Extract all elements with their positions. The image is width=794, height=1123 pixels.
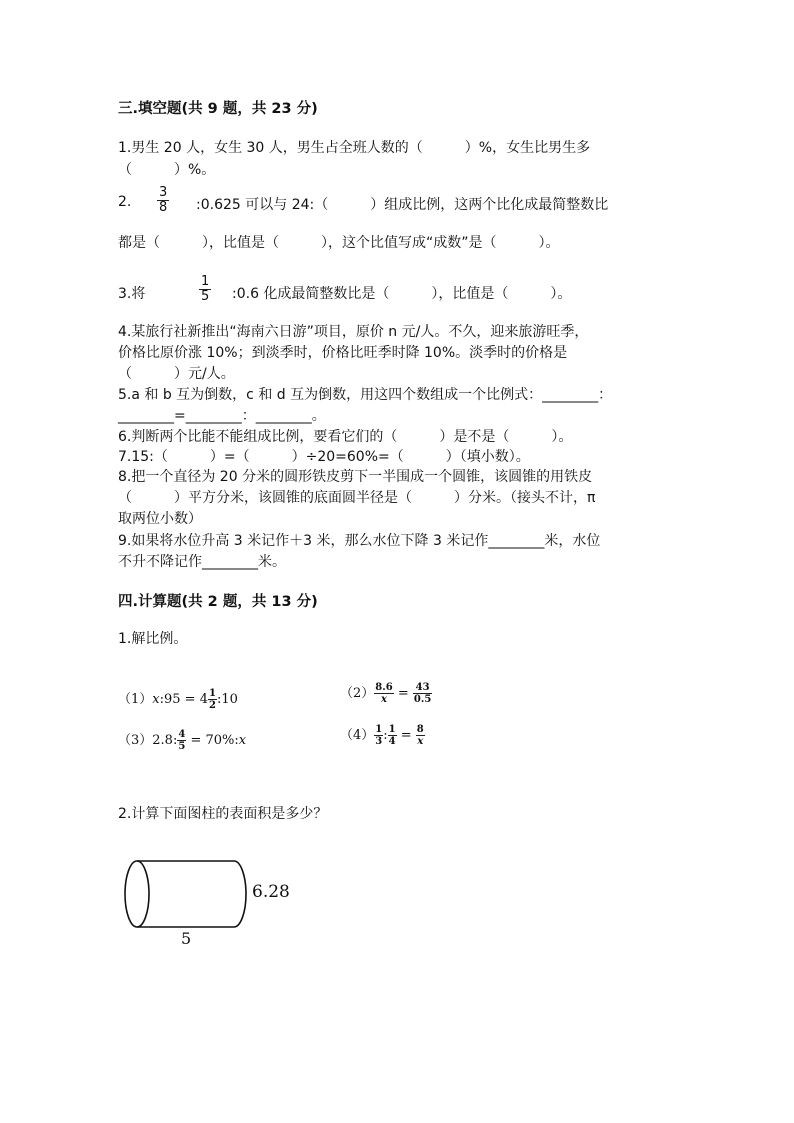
- proportion-4-frac2-den: 4: [388, 736, 396, 747]
- section-4-title: 四.计算题(共 2 题，共 13 分): [118, 594, 318, 610]
- proportion-3: [118, 729, 246, 752]
- proportion-4-eq: =: [400, 728, 412, 743]
- proportion-4-fraction-1: [374, 724, 383, 747]
- q9-line2: 不升不降记作________米。: [118, 554, 286, 570]
- q2-text1: :0.625 可以与 24:（ ）组成比例，这两个比化成最简整数比: [196, 197, 609, 213]
- proportion-4-fraction-2: [388, 724, 397, 747]
- cylinder-figure: [118, 852, 298, 952]
- q9-line1: 9.如果将水位升高 3 米记作＋3 米，那么水位下降 3 米记作________米，水位: [118, 533, 601, 549]
- proportion-2-frac2-den: 0.5: [413, 694, 432, 705]
- proportion-1-frac-num: 1: [208, 688, 216, 699]
- proportion-1: [118, 688, 238, 711]
- proportion-4-frac1-den: 3: [375, 736, 383, 747]
- q8-line2: （ ）平方分米，该圆锥的底面圆半径是（ ）分米。（接头不计，π: [118, 490, 596, 506]
- q2-fraction-denominator: 8: [159, 199, 168, 215]
- q2-fraction-numerator: 3: [159, 185, 168, 200]
- proportion-2: [340, 682, 432, 705]
- proportion-3-mid: = 70%:: [190, 733, 239, 748]
- q5-line1: 5.a 和 b 互为倒数，c 和 d 互为倒数，用这四个数组成一个比例式：________：: [118, 387, 613, 403]
- proportion-2-frac1-num: 8.6: [375, 682, 393, 693]
- cylinder-length-label: 6.28: [252, 882, 290, 902]
- proportion-2-fraction-right: [413, 682, 432, 705]
- proportion-1-frac-den: 2: [208, 700, 216, 711]
- q1-line1: 1.男生 20 人，女生 30 人，男生占全班人数的（ ）%，女生比男生多: [118, 140, 591, 156]
- q2-prefix: 2.: [118, 194, 132, 210]
- q3-fraction: [199, 275, 211, 303]
- q3-fraction-numerator: 1: [201, 274, 210, 289]
- q1-line2: （ ）%。: [118, 162, 216, 178]
- q8-line3: 取两位小数）: [118, 511, 202, 527]
- proportion-4-frac2-num: 1: [388, 724, 396, 735]
- proportion-2-label: （2）: [340, 686, 375, 701]
- q3-prefix: 3.将: [118, 286, 146, 302]
- proportion-3-part: 2.8:: [152, 733, 178, 748]
- proportion-4-colon: :: [383, 728, 388, 743]
- proportion-1-fraction: [208, 688, 217, 711]
- proportion-1-label: （1）: [118, 692, 153, 707]
- proportion-4: [340, 724, 425, 747]
- cylinder-right-edge: [234, 861, 246, 927]
- q8-line1: 8.把一个直径为 20 分米的圆形铁皮剪下一半围成一个圆锥，该圆锥的用铁皮: [118, 469, 593, 485]
- q3-fraction-denominator: 5: [201, 288, 210, 304]
- calc-q1-title: 1.解比例。: [118, 631, 188, 647]
- proportion-2-eq: =: [397, 686, 409, 701]
- q2-fraction: [157, 186, 169, 214]
- proportion-4-fraction-3: [416, 724, 425, 747]
- q6-text: 6.判断两个比能不能组成比例，要看它们的（ ）是不是（ ）。: [118, 429, 573, 445]
- proportion-1-var: x: [152, 692, 160, 707]
- section-3-title: 三.填空题(共 9 题，共 23 分): [118, 101, 318, 117]
- proportion-3-label: （3）: [118, 733, 153, 748]
- proportion-1-end: :10: [216, 692, 238, 707]
- proportion-4-frac1-num: 1: [375, 724, 383, 735]
- proportion-2-frac2-num: 43: [413, 682, 432, 694]
- q7-text: 7.15:（ ）=（ ）÷20=60%=（ ）（填小数）。: [118, 449, 530, 465]
- proportion-4-label: （4）: [340, 728, 375, 743]
- q4-line2: 价格比原价涨 10%；到淡季时，价格比旺季时降 10%。淡季时的价格是: [118, 345, 568, 361]
- proportion-3-fraction: [177, 729, 186, 752]
- proportion-2-frac1-den: x: [381, 694, 387, 705]
- q4-line3: （ ）元/人。: [118, 366, 235, 382]
- proportion-2-fraction-left: [374, 682, 393, 705]
- proportion-3-frac-num: 4: [178, 729, 186, 740]
- calc-q2-title: 2.计算下面图柱的表面积是多少？: [118, 806, 328, 822]
- cylinder-left-face: [125, 861, 149, 927]
- q4-line1: 4.某旅行社新推出“海南六日游”项目，原价 n 元/人。不久，迎来旅游旺季，: [118, 324, 589, 340]
- proportion-4-frac3-den: x: [417, 736, 424, 747]
- q2-line2: 都是（ ），比值是（ ），这个比值写成“成数”是（ ）。: [118, 235, 560, 251]
- q5-line2: ________=________：________。: [118, 408, 326, 424]
- q3-text: :0.6 化成最简整数比是（ ），比值是（ ）。: [232, 286, 572, 302]
- cylinder-diameter-label: 5: [181, 929, 192, 948]
- proportion-4-frac3-num: 8: [416, 724, 424, 735]
- proportion-3-var: x: [238, 733, 247, 748]
- proportion-1-part: :95 = 4: [159, 692, 208, 707]
- proportion-3-frac-den: 5: [178, 741, 186, 752]
